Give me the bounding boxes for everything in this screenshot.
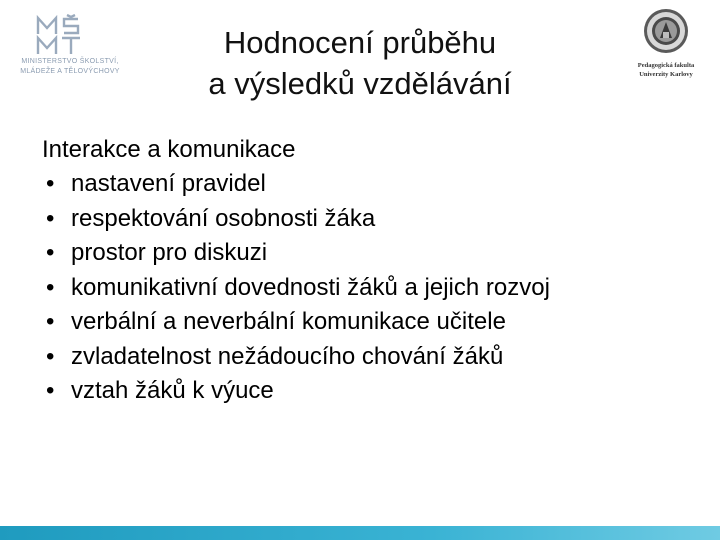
msmt-logo-line1: MINISTERSTVO ŠKOLSTVÍ, xyxy=(21,58,119,65)
msmt-logo-line2: MLÁDEŽE A TĚLOVÝCHOVY xyxy=(20,68,120,75)
page-title xyxy=(140,22,580,104)
list-item-text: vztah žáků k výuce xyxy=(71,377,274,404)
msmt-monogram-icon xyxy=(34,14,106,56)
list-item-text: zvladatelnost nežádoucího chování žáků xyxy=(71,342,504,370)
bullet-icon: • xyxy=(46,308,55,335)
bullet-list xyxy=(42,167,702,409)
footer-bar xyxy=(0,526,720,540)
list-item-text: nastavení pravidel xyxy=(71,170,266,197)
pedf-logo-line2: Univerzity Karlovy xyxy=(639,71,693,78)
list-item xyxy=(42,236,702,271)
list-item xyxy=(42,271,702,306)
list-item-text: verbální a neverbální komunikace učitele xyxy=(71,308,506,335)
pedf-logo-line1: Pedagogická fakulta xyxy=(637,62,695,69)
list-item-text: komunikativní dovednosti žáků a jejich rozvoj xyxy=(71,273,550,301)
section-heading: Interakce a komunikace xyxy=(42,136,296,163)
list-item xyxy=(42,374,702,409)
list-item-text: prostor pro diskuzi xyxy=(71,239,268,266)
list-item xyxy=(42,202,702,237)
title-line1: Hodnocení průběhu xyxy=(223,25,497,60)
msmt-logo xyxy=(12,14,128,78)
bullet-icon: • xyxy=(46,239,55,266)
bullet-icon: • xyxy=(46,204,55,232)
university-seal-icon xyxy=(643,8,689,54)
slide-content xyxy=(42,133,702,409)
title-line2: a výsledků vzdělávání xyxy=(208,66,512,101)
list-item xyxy=(42,340,702,375)
list-item xyxy=(42,167,702,202)
pedf-logo xyxy=(626,8,706,84)
bullet-icon: • xyxy=(46,273,55,301)
list-item xyxy=(42,305,702,340)
bullet-icon: • xyxy=(46,342,55,370)
bullet-icon: • xyxy=(46,170,55,197)
list-item-text: respektování osobnosti žáka xyxy=(71,204,376,232)
bullet-icon: • xyxy=(46,377,55,404)
